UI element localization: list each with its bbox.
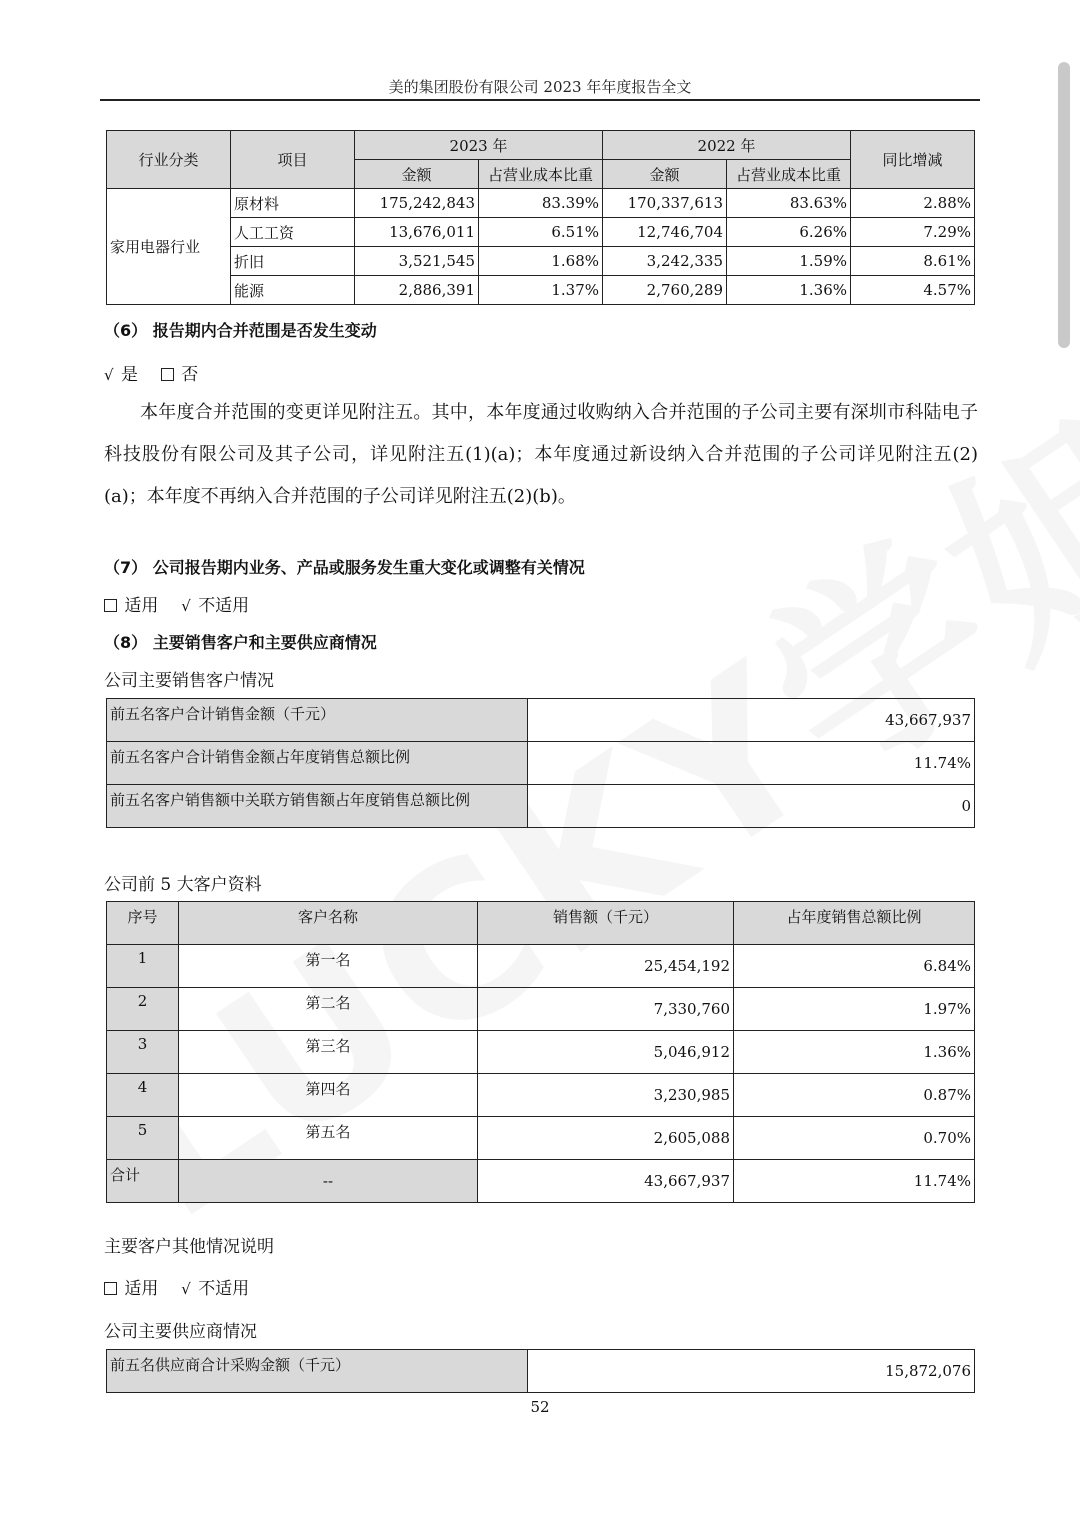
header-industry: 行业分类 [107, 131, 231, 189]
section-8-heading: （8） 主要销售客户和主要供应商情况 [104, 633, 377, 652]
ratio-2022-cell: 1.59% [727, 247, 851, 276]
checkmark-icon: √ [104, 366, 114, 384]
row-sales: 3,230,985 [478, 1074, 734, 1117]
option-applicable-label: 适用 [124, 596, 159, 616]
total-name: -- [179, 1160, 478, 1203]
checkbox-icon [161, 368, 174, 381]
table-row [107, 699, 975, 742]
amount-2022-cell: 3,242,335 [603, 247, 727, 276]
row-sales: 2,605,088 [478, 1117, 734, 1160]
ratio-2022-cell: 6.26% [727, 218, 851, 247]
page-number: 52 [530, 1398, 550, 1416]
header-amount-2023: 金额 [355, 160, 479, 189]
amount-2023-cell: 3,521,545 [355, 247, 479, 276]
summary-label: 前五名客户合计销售金额占年度销售总额比例 [107, 742, 528, 785]
header-item: 项目 [231, 131, 355, 189]
yoy-cell: 8.61% [851, 247, 975, 276]
industry-cell: 家用电器行业 [107, 189, 231, 305]
section-6-heading: （6） 报告期内合并范围是否发生变动 [104, 321, 377, 340]
summary-label: 前五名客户合计销售金额（千元） [107, 699, 528, 742]
ratio-2023-cell: 1.37% [479, 276, 603, 305]
row-no: 3 [107, 1031, 179, 1074]
header-year-2023: 2023 年 [355, 131, 603, 160]
row-ratio: 0.70% [734, 1117, 975, 1160]
customer-title: 公司主要销售客户情况 [104, 671, 274, 691]
supplier-title: 公司主要供应商情况 [104, 1322, 257, 1342]
summary-value: 43,667,937 [528, 699, 975, 742]
header-ratio-2022: 占营业成本比重 [727, 160, 851, 189]
supplier-summary-table [106, 1349, 975, 1393]
summary-value: 11.74% [528, 742, 975, 785]
yoy-cell: 4.57% [851, 276, 975, 305]
checkbox-icon [104, 1282, 117, 1295]
option-not-applicable-label: 不适用 [198, 596, 250, 616]
table-row [107, 247, 975, 276]
row-no: 5 [107, 1117, 179, 1160]
table-row-total [107, 1160, 975, 1203]
table-row [107, 988, 975, 1031]
section-6-paragraph: 本年度合并范围的变更详见附注五。其中，本年度通过收购纳入合并范围的子公司主要有深圳市科陆电子科技股份有限公司及其子公司，详见附注五(1)(a)；本年度通过新设纳入合并范围的子公司详见附注五(2)(a)；本年度不再纳入合并范围的子公司详见附注五(2)(b)。 [104, 402, 978, 507]
section-7-heading: （7） 公司报告期内业务、产品或服务发生重大变化或调整有关情况 [104, 558, 585, 577]
header-no: 序号 [107, 902, 179, 945]
row-no: 1 [107, 945, 179, 988]
option-applicable-label: 适用 [124, 1279, 159, 1299]
row-ratio: 1.36% [734, 1031, 975, 1074]
ratio-2023-cell: 83.39% [479, 189, 603, 218]
amount-2023-cell: 175,242,843 [355, 189, 479, 218]
other-info-title: 主要客户其他情况说明 [104, 1237, 274, 1257]
item-cell: 人工工资 [231, 218, 355, 247]
amount-2022-cell: 2,760,289 [603, 276, 727, 305]
total-label: 合计 [107, 1160, 179, 1203]
row-name: 第三名 [179, 1031, 478, 1074]
summary-label: 前五名供应商合计采购金额（千元） [107, 1350, 528, 1393]
summary-value: 15,872,076 [528, 1350, 975, 1393]
option-not-applicable-label: 不适用 [198, 1279, 250, 1299]
top5-title: 公司前 5 大客户资料 [104, 875, 262, 895]
total-ratio: 11.74% [734, 1160, 975, 1203]
item-cell: 原材料 [231, 189, 355, 218]
checkbox-icon [104, 599, 117, 612]
row-ratio: 6.84% [734, 945, 975, 988]
row-ratio: 0.87% [734, 1074, 975, 1117]
header-rule [100, 99, 980, 101]
row-name: 第五名 [179, 1117, 478, 1160]
row-name: 第四名 [179, 1074, 478, 1117]
table-row [107, 276, 975, 305]
checkmark-icon: √ [181, 597, 191, 615]
table-row [107, 1350, 975, 1393]
row-name: 第一名 [179, 945, 478, 988]
item-cell: 能源 [231, 276, 355, 305]
option-no-label: 否 [181, 365, 199, 385]
table-row [107, 1031, 975, 1074]
header-year-2022: 2022 年 [603, 131, 851, 160]
total-sales: 43,667,937 [478, 1160, 734, 1203]
section-7-options [104, 591, 249, 616]
scrollbar-thumb[interactable] [1058, 62, 1070, 348]
amount-2023-cell: 13,676,011 [355, 218, 479, 247]
ratio-2023-cell: 6.51% [479, 218, 603, 247]
table-row [107, 785, 975, 828]
row-no: 4 [107, 1074, 179, 1117]
yoy-cell: 7.29% [851, 218, 975, 247]
row-sales: 7,330,760 [478, 988, 734, 1031]
amount-2022-cell: 170,337,613 [603, 189, 727, 218]
amount-2023-cell: 2,886,391 [355, 276, 479, 305]
row-sales: 5,046,912 [478, 1031, 734, 1074]
header-amount-2022: 金额 [603, 160, 727, 189]
ratio-2022-cell: 1.36% [727, 276, 851, 305]
summary-label: 前五名客户销售额中关联方销售额占年度销售总额比例 [107, 785, 528, 828]
section-6-options [104, 360, 198, 385]
row-no: 2 [107, 988, 179, 1031]
table-row [107, 742, 975, 785]
header-customer-name: 客户名称 [179, 902, 478, 945]
checkmark-icon: √ [181, 1280, 191, 1298]
table-row [107, 1117, 975, 1160]
row-name: 第二名 [179, 988, 478, 1031]
other-info-options [104, 1274, 249, 1299]
header-ratio: 占年度销售总额比例 [734, 902, 975, 945]
page-header: 美的集团股份有限公司 2023 年年度报告全文 [388, 78, 692, 96]
item-cell: 折旧 [231, 247, 355, 276]
option-yes-label: 是 [120, 365, 138, 385]
ratio-2023-cell: 1.68% [479, 247, 603, 276]
header-ratio-2023: 占营业成本比重 [479, 160, 603, 189]
amount-2022-cell: 12,746,704 [603, 218, 727, 247]
row-sales: 25,454,192 [478, 945, 734, 988]
top5-customers-table [106, 901, 975, 1203]
cost-composition-table [106, 130, 975, 305]
header-sales: 销售额（千元） [478, 902, 734, 945]
summary-value: 0 [528, 785, 975, 828]
customer-summary-table [106, 698, 975, 828]
table-row [107, 189, 975, 218]
ratio-2022-cell: 83.63% [727, 189, 851, 218]
header-yoy: 同比增减 [851, 131, 975, 189]
yoy-cell: 2.88% [851, 189, 975, 218]
table-row [107, 218, 975, 247]
row-ratio: 1.97% [734, 988, 975, 1031]
table-row [107, 1074, 975, 1117]
table-row [107, 945, 975, 988]
